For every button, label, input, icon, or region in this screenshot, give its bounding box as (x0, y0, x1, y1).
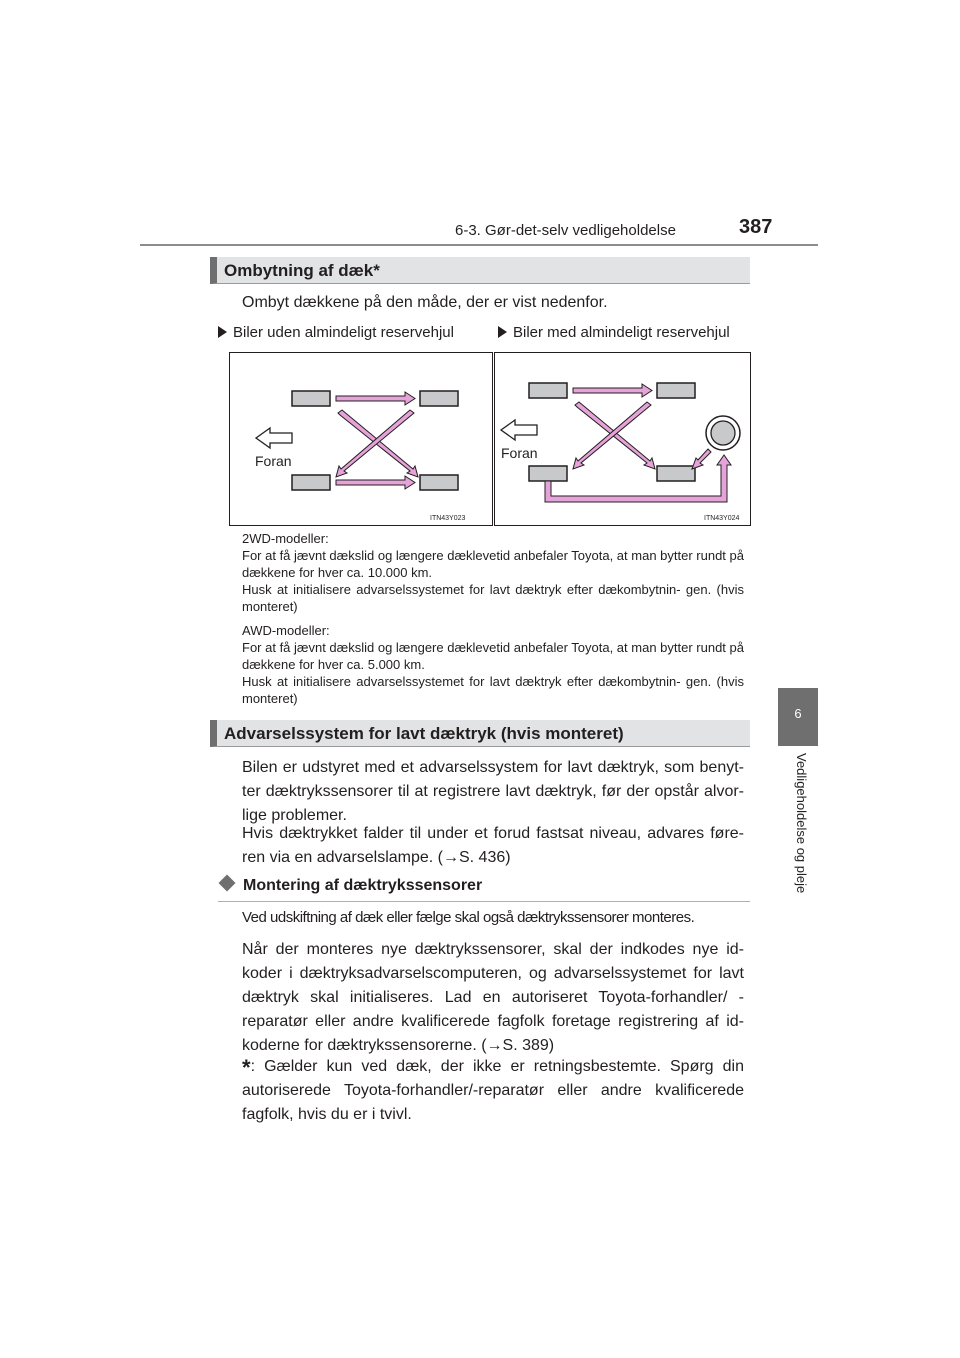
label-without-spare-text: Biler uden almindeligt reservehjul (233, 324, 454, 341)
arrow-front-straight (573, 384, 652, 397)
arrow-to-spare (692, 449, 711, 469)
note-awd (242, 622, 744, 707)
note-awd-body: For at få jævnt dækslid og længere dæklevetid anbefaler Toyota, at man bytter rundt på dækkene for hver ca. 5.000 km. (242, 640, 744, 672)
label-with-spare (498, 324, 730, 341)
diagram-code: ITN43Y023 (430, 515, 466, 522)
page-number: 387 (739, 216, 773, 238)
tire-front-left (292, 391, 330, 406)
front-label: Foran (501, 445, 538, 461)
note-2wd-reset: Husk at initialisere advarselssystemet for lavt dæktryk efter dækombytnin- gen. (hvis monteret) (242, 582, 744, 614)
label-with-spare-text: Biler med almindeligt reservehjul (513, 324, 730, 341)
tire-front-right (420, 391, 458, 406)
rotation-intro: Ombyt dækkene på den måde, der er vist nedenfor. (242, 294, 608, 311)
note-awd-title: AWD-modeller: (242, 623, 330, 638)
tire-rear-left (292, 475, 330, 490)
arrow-front-straight (336, 392, 415, 405)
diagram-code: ITN43Y024 (704, 515, 740, 522)
footnote-mark: * (242, 1055, 251, 1080)
arrow-rear-to-spare-loop (545, 455, 731, 502)
section-title-tpws: Advarselssystem for lavt dæktryk (hvis monteret) (224, 724, 624, 743)
note-awd-reset: Husk at initialisere advarselssystemet for lavt dæktryk efter dækombytnin- gen. (hvis monteret) (242, 674, 744, 706)
diamond-bullet-icon (219, 875, 236, 892)
chapter-tab[interactable]: 6 (778, 688, 818, 746)
sensor-para: Når der monteres nye dæktrykssensorer, skal der indkodes nye id- koder i dæktryksadvarselscomputeren, og advarselssystemet for lavt dæktryk skal initialiseres. Lad en autoriseret Toyota-forhandler/ -reparatør eller andre kvalificerede fagfolk foretage registrering af id-koderne for dæktrykssensorerne. (→S. 389) (242, 941, 744, 1054)
note-2wd (242, 530, 744, 615)
diagram-without-spare (229, 352, 493, 526)
rotation-diagram-2-svg (230, 353, 492, 525)
footnote-text: : Gælder kun ved dæk, der ikke er retningsbestemte. Spørg din autoriserede Toyota-forhandler/-reparatør eller andre kvalificerede fagfolk, hvis du er i tvivl. (242, 1058, 744, 1123)
tire-front-left (529, 383, 567, 398)
sensor-note: Ved udskiftning af dæk eller fælge skal også dæktrykssensorer monteres. (242, 909, 695, 926)
tpws-para-1: Bilen er udstyret med et advarselssystem for lavt dæktryk, som benyt- ter dæktrykssensorer til at registrere lavt dæktryk, før der opstår alvor- lige problemer. (242, 759, 744, 824)
tire-rear-right (420, 475, 458, 490)
spare-tire-inner (711, 421, 735, 445)
label-without-spare (218, 324, 454, 341)
front-label: Foran (255, 453, 292, 469)
front-direction-arrow-icon (501, 420, 537, 440)
section-title-tire-rotation: Ombytning af dæk* (224, 261, 380, 280)
note-2wd-body: For at få jævnt dækslid og længere dæklevetid anbefaler Toyota, at man bytter rundt på dækkene for hver ca. 10.000 km. (242, 548, 744, 580)
note-2wd-title: 2WD-modeller: (242, 531, 329, 546)
chapter-title: Vedligeholdelse og pleje (794, 753, 809, 894)
front-direction-arrow-icon (256, 428, 292, 448)
triangle-bullet-icon (498, 326, 507, 338)
tire-front-right (657, 383, 695, 398)
rotation-diagram-2-svg (495, 353, 750, 525)
subheading-sensors-text: Montering af dæktrykssensorer (243, 877, 483, 894)
diagram-with-spare (494, 352, 751, 526)
arrow-rear-straight (336, 476, 415, 489)
header-rule (140, 244, 818, 246)
running-header: 6-3. Gør-det-selv vedligeholdelse (455, 222, 676, 239)
tpws-para-2: Hvis dæktrykket falder til under et forud fastsat niveau, advares føre- ren via en advarselslampe. (→S. 436) (242, 825, 744, 866)
footnote (242, 1055, 744, 1127)
tire-rear-left (529, 466, 567, 481)
triangle-bullet-icon (218, 326, 227, 338)
tire-rear-right (657, 466, 695, 481)
subheading-rule (218, 901, 750, 902)
subheading-sensors (218, 877, 482, 895)
